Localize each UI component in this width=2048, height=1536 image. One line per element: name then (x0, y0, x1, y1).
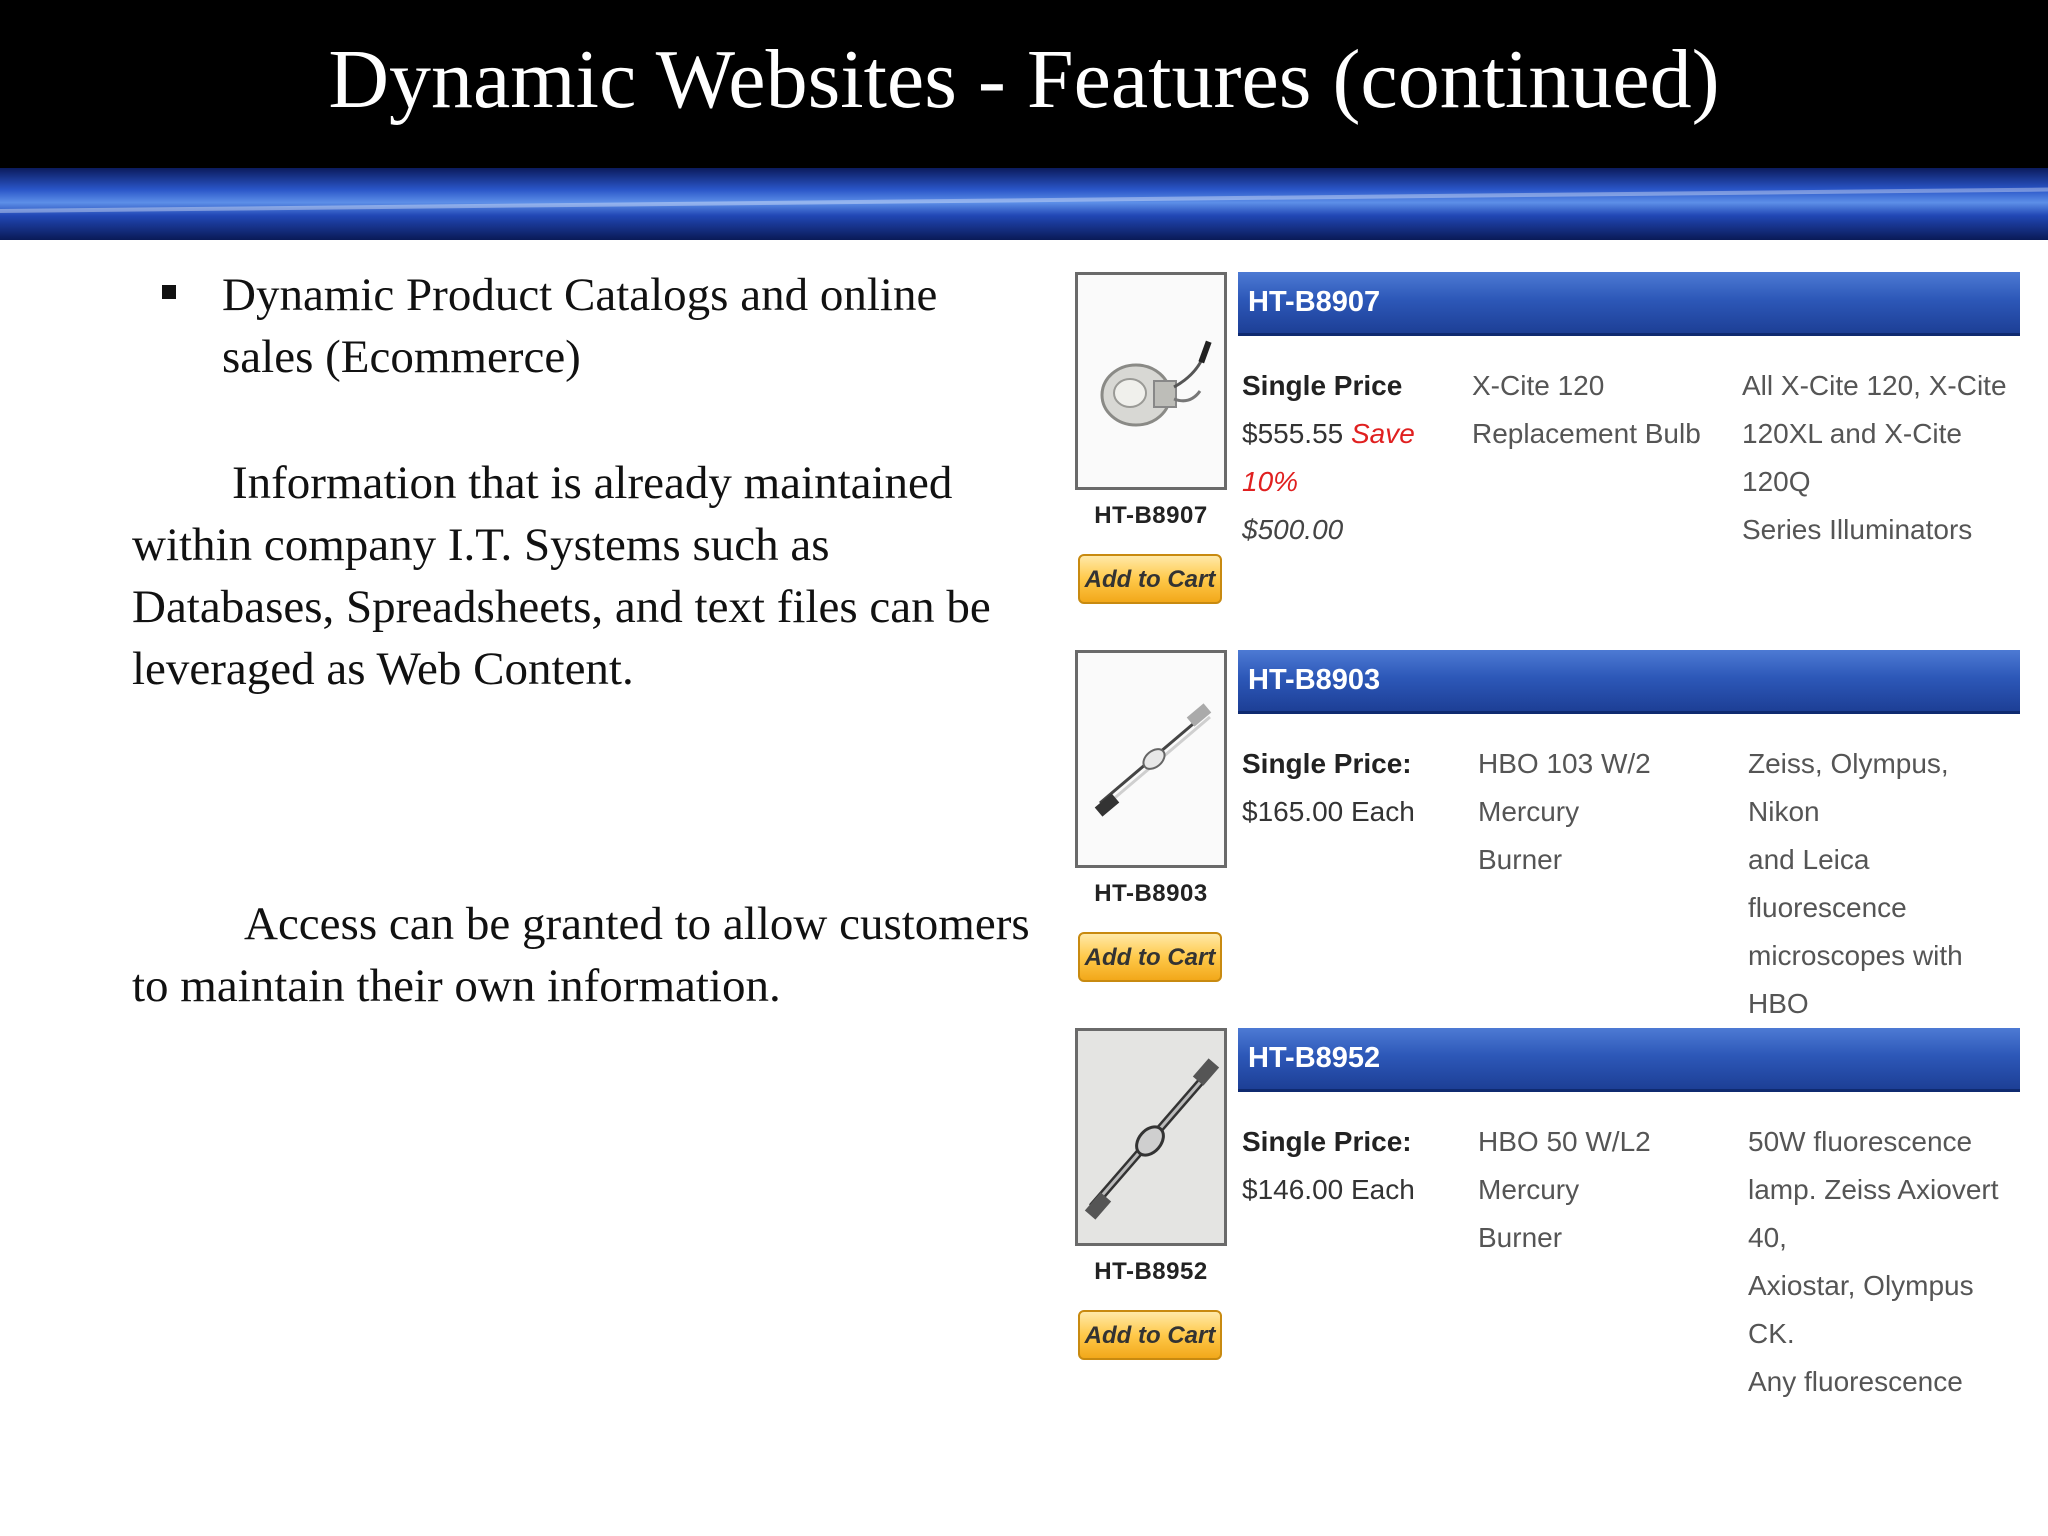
product-sku-label: HT-B8903 (1094, 880, 1208, 907)
save-label: Save (1351, 418, 1415, 449)
description-line: and Leica fluorescence (1748, 844, 1907, 923)
add-to-cart-button[interactable]: Add to Cart (1078, 1310, 1222, 1360)
product-card (1070, 1026, 2020, 1397)
description-column (1748, 1118, 2018, 1406)
name-column (1472, 362, 1732, 458)
price-label: Single Price: (1242, 1126, 1412, 1157)
product-name-line: Burner (1478, 1222, 1563, 1253)
product-image[interactable] (1075, 1028, 1227, 1246)
paragraph-information-text: Information that is already maintained within company I.T. Systems such as Databases, Spreadsheets, and text files can be leveraged as Web Content. (132, 457, 991, 695)
product-image[interactable] (1075, 272, 1227, 490)
price-label: Single Price: (1242, 748, 1412, 779)
slide-header (0, 0, 2048, 172)
bulb-module-icon (1078, 275, 1224, 487)
product-card (1070, 270, 2020, 630)
mercury-burner-icon (1078, 1031, 1224, 1243)
name-column (1478, 740, 1738, 884)
price-column (1242, 740, 1462, 836)
paragraph-access-text: Access can be granted to allow customers to maintain their own information. (132, 898, 1030, 1012)
header-band (0, 168, 2048, 240)
product-sku-title[interactable]: HT-B8907 (1248, 286, 1381, 318)
description-line: Axiostar, Olympus CK. (1748, 1270, 1974, 1349)
paragraph-information (132, 452, 1032, 700)
description-line: lamp. Zeiss Axiovert 40, (1748, 1174, 1999, 1253)
price-value: $555.55 (1242, 418, 1344, 449)
product-header-bar (1238, 1028, 2020, 1092)
product-header-bar (1238, 650, 2020, 714)
description-line: 50W fluorescence (1748, 1126, 1973, 1157)
price-column (1242, 362, 1462, 554)
slide-title: Dynamic Websites - Features (continued) (328, 33, 1720, 126)
description-line: 120XL and X-Cite 120Q (1742, 418, 1962, 497)
description-line: Any fluorescence (1748, 1366, 1963, 1397)
price-line (1242, 410, 1462, 458)
product-name-line: HBO 50 W/L2 Mercury (1478, 1126, 1651, 1205)
product-name-line: Replacement Bulb (1472, 418, 1701, 449)
mercury-lamp-icon (1078, 653, 1224, 865)
add-to-cart-button[interactable]: Add to Cart (1078, 554, 1222, 604)
product-card (1070, 648, 2020, 1019)
save-percent: 10% (1242, 466, 1299, 497)
description-line: microscopes with HBO (1748, 940, 1963, 1019)
product-name-line: Burner (1478, 844, 1563, 875)
product-name-line: X-Cite 120 (1472, 370, 1605, 401)
sale-price: $500.00 (1242, 514, 1344, 545)
paragraph-access (132, 893, 1032, 1017)
name-column (1478, 1118, 1738, 1262)
description-line: All X-Cite 120, X-Cite (1742, 370, 2007, 401)
price-value: $165.00 Each (1242, 796, 1415, 827)
description-column (1742, 362, 2012, 554)
description-line: Zeiss, Olympus, Nikon (1748, 748, 1949, 827)
price-column (1242, 1118, 1462, 1214)
product-image[interactable] (1075, 650, 1227, 868)
product-sku-label: HT-B8952 (1094, 1258, 1208, 1285)
bullet-text: Dynamic Product Catalogs and online sales (Ecommerce) (222, 269, 938, 383)
product-name-line: HBO 103 W/2 Mercury (1478, 748, 1651, 827)
add-to-cart-button[interactable]: Add to Cart (1078, 932, 1222, 982)
product-sku-title[interactable]: HT-B8952 (1248, 1042, 1381, 1074)
price-value: $146.00 Each (1242, 1174, 1415, 1205)
product-header-bar (1238, 272, 2020, 336)
product-sku-title[interactable]: HT-B8903 (1248, 664, 1381, 696)
product-catalog-screenshot (1070, 270, 2020, 1397)
bullet-square-icon (162, 285, 176, 299)
product-sku-label: HT-B8907 (1094, 502, 1208, 529)
price-label: Single Price (1242, 370, 1403, 401)
description-line: Series Illuminators (1742, 514, 1973, 545)
